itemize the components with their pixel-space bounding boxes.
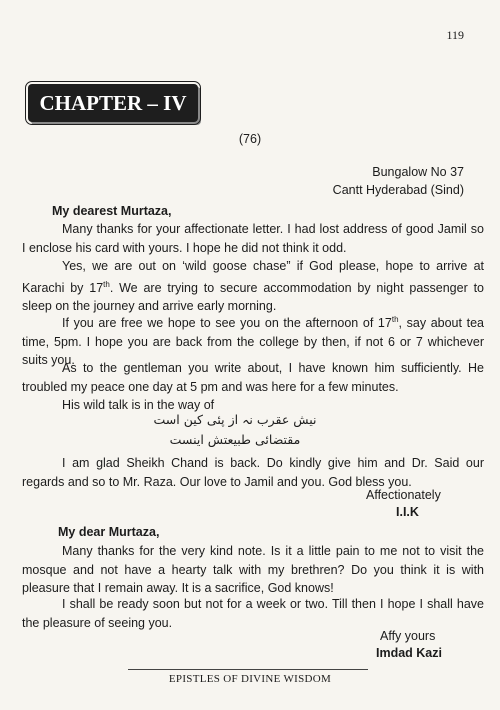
footer-title: EPISTLES OF DIVINE WISDOM — [168, 673, 332, 685]
paragraph: His wild talk is in the way of — [62, 398, 215, 412]
paragraph-text: If you are free we hope to see you on the afternoon of 17 — [62, 316, 392, 331]
address-block — [333, 163, 464, 199]
superscript: th — [103, 279, 110, 289]
address-line-2: Cantt Hyderabad (Sind) — [332, 183, 464, 197]
paragraph-text: , say about tea time, 5pm. I hope you are back from the college by then, if not 6 or 7 whichever suits you. — [22, 316, 484, 368]
paragraph-text: Yes, we are out on ‘wild goose chase” if God please, hope to arrive at Karachi by 17 — [22, 259, 484, 295]
paragraph: Many thanks for the very kind note. Is it a little pain to me not to visit the mosque and not have a hearty talk with my brethren? Do you think it is with pleasure that I remain away. It is a sacrifice, God knows! — [22, 544, 484, 595]
footer-rule — [128, 669, 368, 670]
paragraph: I shall be ready soon but not for a week or two. Till then I hope I shall have the pleasure of seeing you. — [22, 597, 484, 630]
closing: Affectionately — [366, 488, 441, 502]
closing: Affy yours — [380, 629, 436, 643]
page-number: 119 — [446, 28, 464, 42]
paragraph — [22, 257, 484, 316]
superscript: th — [391, 315, 399, 324]
urdu-verse-line-2: مقتضائی طبیعتش اینست — [169, 432, 301, 447]
signature: I.I.K — [396, 505, 419, 519]
chapter-heading: CHAPTER – IV — [28, 84, 198, 122]
paragraph-text: . We are trying to secure accommodation by night passenger to sleep on the journey and arrive early morning. — [22, 280, 484, 314]
salutation-1: My dearest Murtaza, — [52, 204, 172, 218]
urdu-verse-line-1: نیش عقرب نہ از پئی کین است — [153, 412, 317, 427]
address-line-1: Bungalow No 37 — [372, 165, 464, 179]
salutation-2: My dear Murtaza, — [58, 525, 160, 539]
signature: Imdad Kazi — [376, 646, 442, 660]
letter-number: (76) — [238, 132, 262, 146]
paragraph: I am glad Sheikh Chand is back. Do kindly give him and Dr. Said our regards and so to Mr. Raza. Our love to Jamil and you. God bless you. — [22, 456, 484, 489]
paragraph: Many thanks for your affectionate letter. I had lost address of good Jamil so I enclose his card with yours. I hope he did not think it odd. — [22, 222, 484, 255]
paragraph: As to the gentleman you write about, I have known him sufficiently. He troubled my peace one day at 5 pm and was here for a few minutes. — [22, 361, 484, 394]
